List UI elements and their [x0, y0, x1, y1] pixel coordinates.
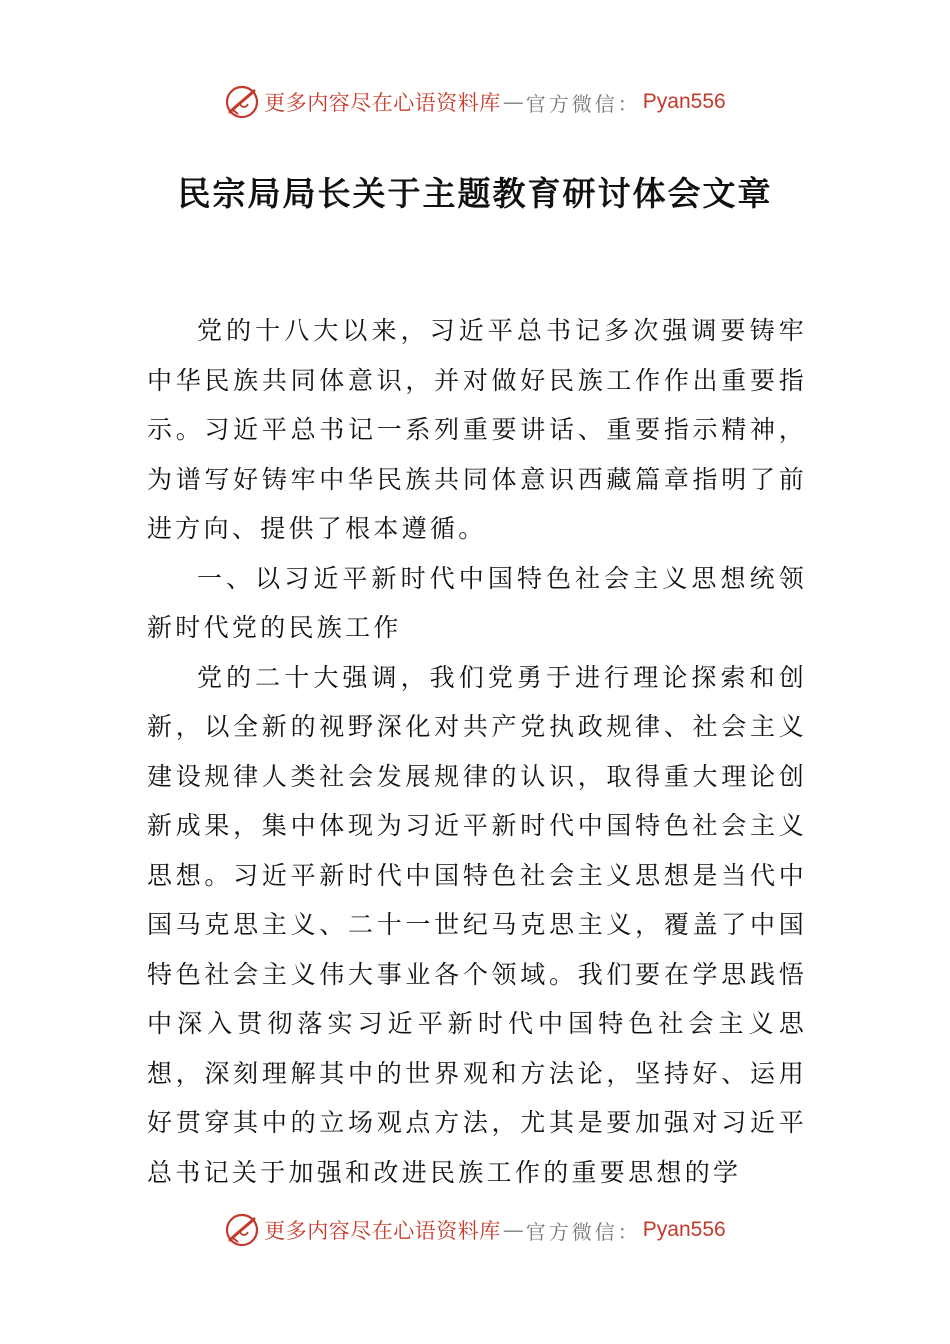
- watermark-wechat-id: Pyan556: [642, 1218, 726, 1241]
- pen-logo-icon: [224, 84, 260, 120]
- header-watermark: [0, 82, 950, 122]
- watermark-wechat-id: Pyan556: [642, 90, 726, 113]
- pen-logo-icon: [224, 1212, 260, 1248]
- document-body: [147, 306, 807, 1197]
- paragraph-section-1: 党的二十大强调，我们党勇于进行理论探索和创新，以全新的视野深化对共产党执政规律、社会主义建设规律人类社会发展规律的认识，取得重大理论创新成果，集中体现为习近平新时代中国特色社会主义思想。习近平新时代中国特色社会主义思想是当代中国马克思主义、二十一世纪马克思主义，覆盖了中国特色社会主义伟大事业各个领域。我们要在学思践悟中深入贯彻落实习近平新时代中国特色社会主义思想，深刻理解其中的世界观和方法论，坚持好、运用好贯穿其中的立场观点方法，尤其是要加强对习近平总书记关于加强和改进民族工作的重要思想的学: [147, 662, 807, 1187]
- paragraph-intro: 党的十八大以来，习近平总书记多次强调要铸牢中华民族共同体意识，并对做好民族工作作出重要指示。习近平总书记一系列重要讲话、重要指示精神，为谱写好铸牢中华民族共同体意识西藏篇章指明了前进方向、提供了根本遵循。: [147, 316, 807, 543]
- watermark-official-label: 官方微信：: [525, 1219, 641, 1244]
- watermark-dash: —: [502, 90, 524, 114]
- watermark-text: 更多内容尽在心语资料库: [264, 1219, 501, 1243]
- watermark-dash: —: [502, 1218, 524, 1242]
- watermark-official-label: 官方微信：: [525, 91, 641, 116]
- footer-watermark: [0, 1210, 950, 1250]
- section-heading-1: 一、以习近平新时代中国特色社会主义思想统领新时代党的民族工作: [147, 563, 807, 642]
- watermark-text: 更多内容尽在心语资料库: [264, 91, 501, 115]
- document-title: 民宗局局长关于主题教育研讨体会文章: [177, 174, 773, 213]
